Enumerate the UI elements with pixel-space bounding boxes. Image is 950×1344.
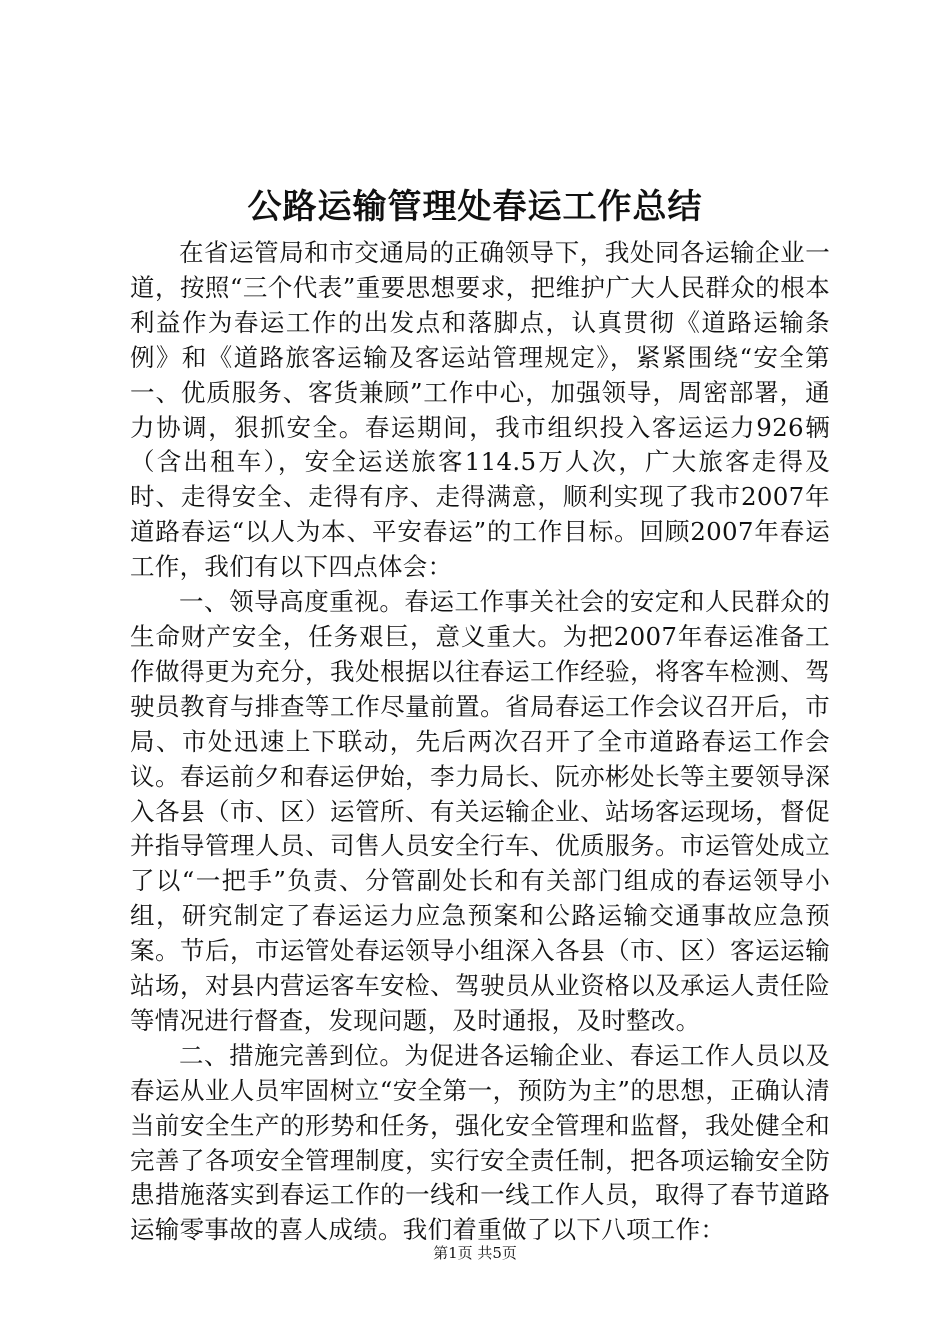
document-title: 公路运输管理处春运工作总结 [247,187,703,227]
document-body [130,236,830,1248]
paragraph-measures: 二、措施完善到位。为促进各运输企业、春运工作人员以及春运从业人员牢固树立“安全第一，预防为主”的思想，正确认清当前安全生产的形势和任务，强化安全管理和监督，我处健全和完善了各项安全管理制度，实行安全责任制，把各项运输安全防患措施落实到春运工作的一线和一线工作人员，取得了春节道路运输零事故的喜人成绩。我们着重做了以下八项工作： [130,1040,830,1245]
paragraph-leadership: 一、领导高度重视。春运工作事关社会的安定和人民群众的生命财产安全，任务艰巨，意义重大。为把2007年春运准备工作做得更为充分，我处根据以往春运工作经验，将客车检测、驾驶员教育与排查等工作尽量前置。省局春运工作会议召开后，市局、市处迅速上下联动，先后两次召开了全市道路春运工作会议。春运前夕和春运伊始，李力局长、阮亦彬处长等主要领导深入各县（市、区）运管所、有关运输企业、站场客运现场，督促并指导管理人员、司售人员安全行车、优质服务。市运管处成立了以“一把手”负责、分管副处长和有关部门组成的春运领导小组，研究制定了春运运力应急预案和公路运输交通事故应急预案。节后，市运管处春运领导小组深入各县（市、区）客运运输站场，对县内营运客车安检、驾驶员从业资格以及承运人责任险等情况进行督查，发现问题，及时通报，及时整改。 [130,587,830,1035]
page-number: 第1页 共5页 [433,1244,517,1262]
paragraph-intro: 在省运管局和市交通局的正确领导下，我处同各运输企业一道，按照“三个代表”重要思想要求，把维护广大人民群众的根本利益作为春运工作的出发点和落脚点，认真贯彻《道路运输条例》和《道路旅客运输及客运站管理规定》，紧紧围绕“安全第一、优质服务、客货兼顾”工作中心，加强领导，周密部署，通力协调，狠抓安全。春运期间，我市组织投入客运运力926辆（含出租车），安全运送旅客114.5万人次，广大旅客走得及时、走得安全、走得有序、走得满意，顺利实现了我市2007年道路春运“以人为本、平安春运”的工作目标。回顾2007年春运工作，我们有以下四点体会： [130,238,830,582]
